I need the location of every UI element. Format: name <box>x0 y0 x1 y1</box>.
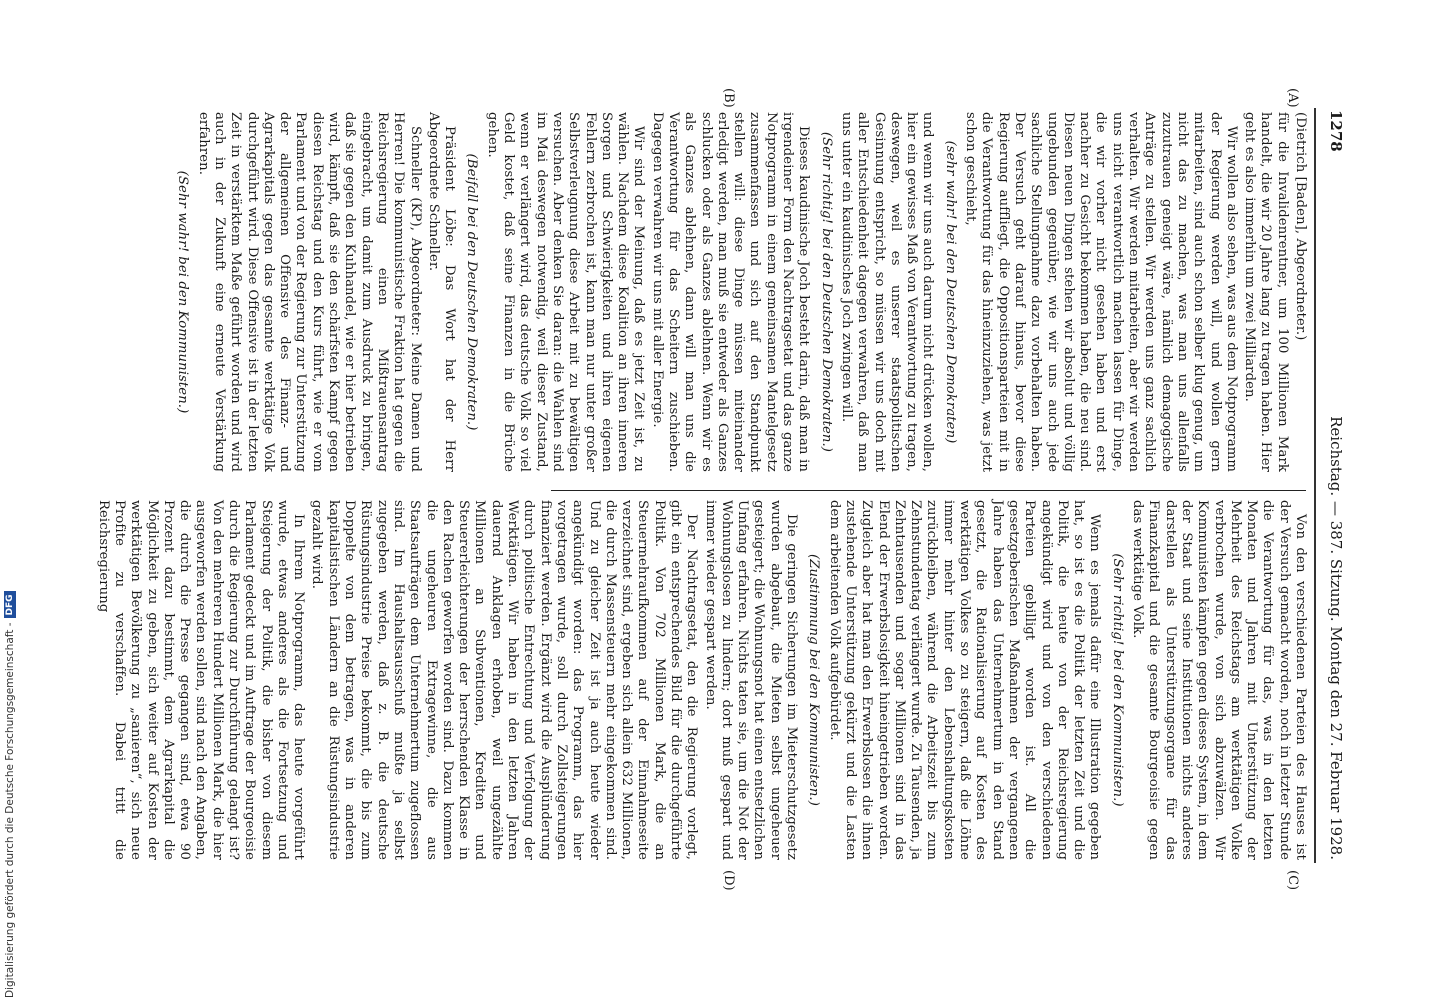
paragraph: und wenn wir uns auch darum nicht drücken wollen, hier ein gewisses Maß von Verantwortung zu tragen, deswegen, weil es unserer staatspolitischen Gesinnung entspricht, so müssen wir uns doch mit aller Entschiedenheit dagegen verwahren, daß man uns unter ein kaudinisches Joch zwingen will. <box>838 112 936 472</box>
margin-mark-a: (A) <box>1285 88 1300 108</box>
interjection: (Zustimmung bei den Kommunisten.) <box>806 554 822 806</box>
digitization-credit <box>4 591 16 998</box>
paragraph: Wenn es jemals dafür eine Illustration gegeben hat, so ist es die Politik der letzten Zeit und die Politik, die heute von der Reichsregierung angekündigt wird und von den verschiedenen Parteien gebilligt worden ist. All die gesetzgeberischen Maßnahmen der vergangenen Jahre haben das Unternehmertum in den Stand gesetzt, die Rationalisierung auf Kosten des werktätigen Volkes so zu steigern, daß die Löhne immer mehr hinter den Lebenshaltungskosten zurückbleiben, während die Arbeitszeit bis zum Zehnstundentag verlängert wurde. Zu Tausenden, ja Zehntausenden und sogar Millionen sind in das Elend der Erwerbslosigkeit hineingetrieben worden. Zugleich aber hat man den Erwerbslosen die ihnen zustehende Unterstützung gekürzt und die Lasten dem arbeitenden Volk aufgebürdet. <box>826 500 1103 860</box>
credit-text: Digitalisierung gefördert durch die Deutsche Forschungsgemeinschaft - <box>4 622 16 998</box>
paragraph: Von den verschiedenen Parteien des Hauses ist der Versuch gemacht worden, noch in letzter Stunde die Verantwortung für das, was in den letzten Monaten und Jahren mit Unterstützung der Mehrheit des Reichstags am werktätigen Volke verbrochen wurde, von sich abzuwälzen. Wir Kommunisten kämpfen gegen dieses System, in dem der Staat und seine Institutionen nichts anderes darstellen als Unterstützungsorgane für das Finanzkapital und die gesamte Bourgeoisie gegen das werktätige Volk. <box>1130 500 1308 860</box>
header-rule <box>1314 108 1316 863</box>
interjection: (Sehr richtig! bei den Deutschen Demokraten.) <box>818 131 834 453</box>
left-text-column <box>168 112 1308 472</box>
page-header <box>1316 110 1356 860</box>
header-title: Reichstag. — 387. Sitzung. Montag den 27. Februar 1928. <box>1327 416 1345 860</box>
paragraph: Wir wollen also sehen, was aus dem Notprogramm der Regierung werden will, und wollen gern mitarbeiten, sind auch schon selber klug genug, um nicht das zu machen, was man uns allenfalls zuzutrauen geneigt wäre, nämlich demagogische Anträge zu stellen. Wir werden uns ganz sachlich verhalten. Wir werden mitarbeiten, aber wir werden uns nicht verantwortlich machen lassen für Dinge, die wir vorher nicht gesehen haben und erst nachher zu Gesicht bekommen haben, die neu sind. Diesen neuen Dingen stehen wir absolut und völlig ungebunden gegenüber, wie wir uns auch jede sachliche Stellungnahme dazu vorbehalten haben. Der Versuch geht darauf hinaus, bevor diese Regierung auffliegt, die Oppositionsparteien mit in die Verantwortung für das hineinzuziehen, was jetzt schon geschieht, <box>963 112 1239 472</box>
interjection: (Beifall bei den Deutschen Demokraten.) <box>464 153 480 431</box>
paragraph: Die geringen Sicherungen im Mieterschutzgesetz wurden abgebaut, die Mieten selbst ungeheuer gesteigert; die Wohnungsnot hat einen entsetzlichen Umfang erfahren. Nichts taten sie, um die Not der Wohnungslosen zu lindern; dort muß gespart und immer wieder gespart werden. <box>702 500 800 860</box>
speaker-attribution: (Dietrich [Baden], Abgeordneter.) <box>1293 112 1308 341</box>
paragraph: für die Invalidenrentner, um 100 Millionen Mark handelt, die wir 20 Jahre lang zu tragen haben. Hier geht es also immerhin um zwei Milliarden. <box>1242 112 1290 472</box>
margin-mark-b: (B) <box>721 88 736 108</box>
rotated-document-page <box>16 0 1356 1000</box>
paragraph: Der Nachtragsetat, den die Regierung vorlegt, gibt ein entsprechendes Bild für die durchgeführte Politik. Von 702 Millionen Mark, die an Steuermehraufkommen auf der Einnahmeseite verzeichnet sind, ergeben sich allein 632 Millionen, die durch Massensteuern mehr eingekommen sind. Und zu gleicher Zeit ist ja auch heute wieder angekündigt worden: das Programm, das hier vorgetragen wurde, soll durch Zollsteigerungen finanziert werden. Ergänzt wird die Ausplünderung durch politische Entrechtung und Verfolgung der Werktätigen. Wir haben in den letzten Jahren dauernd Anklagen erhoben, weil ungezählte Millionen an Subventionen, Krediten und Steuererleichterungen der herrschenden Klasse in den Rachen geworfen worden sind. Dazu kommen die ungeheuren Extragewinne, die aus Staatsaufträgen dem Unternehmertum zugeflossen sind. Im Haushaltsausschuß mußte ja selbst zugegeben werden, daß z. B. die deutsche Rüstungsindustrie Preise bekommt, die bis zum Doppelte von dem betragen, was in anderen kapitalistischen Ländern an die Rüstungsindustrie gezahlt wird. <box>309 500 700 860</box>
interjection: (Sehr wahr! bei den Kommunisten.) <box>175 170 191 414</box>
column-divider <box>551 490 1306 491</box>
dfg-logo: DFG <box>4 591 16 618</box>
paragraph: In Ihrem Notprogramm, das heute vorgeführt wurde, etwas anderes als die Fortsetzung und Steigerung der Politik, die bisher von diesem Parlament gedeckt und im Auftrage der Bourgeoisie durch die Regierung zur Durchführung gelangt ist? Von den mehreren Hundert Millionen Mark, die hier ausgeworfen werden sollen, sind nach den Angaben, die durch die Presse gegangen sind, etwa 90 Prozent dazu bestimmt, dem Agrarkapital die Möglichkeit zu geben, sich weiter auf Kosten der werktätigen Bevölkerung zu „sanieren“, sich neue Profite zu verschaffen. Dabei tritt die Reichsregierung <box>95 500 307 860</box>
paragraph: Dieses kaudinische Joch besteht darin, daß man in irgendeiner Form den Nachtragsetat und das ganze Notprogramm in einem gemeinsamen Mantelgesetz zusammenfassen und sich auf den Standpunkt stellen will: diese Dinge müssen miteinander erledigt werden, man muß sie entweder als Ganzes schlucken oder als Ganzes ablehnen. Wenn wir es als Ganzes ablehnen, dann will man uns die Verantwortung für das Scheitern zuschieben. Dagegen verwahren wir uns mit aller Energie. <box>649 112 812 472</box>
speech-opening: Schneller (KP), Abgeordneter: Meine Damen und Herren! Die kommunistische Fraktion hat gegen die Reichsregierung einen Mißtrauensantrag eingebracht, um damit zum Ausdruck zu bringen, daß sie gegen den Kuhhandel, wie er hier betrieben wird, kämpft, daß sie den schärfsten Kampf gegen diesen Reichstag und den Kurs führt, wie er vom Parlament und von der Regierung zur Unterstützung der allgemeinen Offensive des Finanz- und Agrarkapitals gegen das gesamte werktätige Volk durchgeführt wird. Diese Offensive ist in der letzten Zeit in verstärktem Maße geführt worden und wird auch in der Zukunft eine erneute Verstärkung erfahren. <box>195 112 423 472</box>
paragraph: Wir sind der Meinung, daß es jetzt Zeit ist, zu wählen. Nachdem diese Koalition an ihren inneren Sorgen und Schwierigkeiten und ihren eigenen Fehlern zerbrochen ist, kann man nur unter großer Selbstverleugnung diese Arbeit mit zu bewältigen versuchen. Aber denken Sie daran: die Wahlen sind im Mai deswegen notwendig, weil dieser Zustand, wenn er verlängert wird, das deutsche Volk so viel Geld kostet, daß seine Finanzen in die Brüche gehen. <box>484 112 647 472</box>
margin-mark-c: (C) <box>1285 870 1300 891</box>
interjection: (sehr wahr! bei den Deutschen Demokraten) <box>942 140 958 444</box>
interjection: (Sehr richtig! bei den Kommunisten.) <box>1109 553 1125 807</box>
right-text-column <box>92 500 1308 860</box>
margin-mark-d: (D) <box>721 870 736 891</box>
page-number: 1278 <box>1327 110 1345 152</box>
president-statement: Präsident Löbe: Das Wort hat der Herr Abgeordnete Schneller. <box>425 112 458 472</box>
